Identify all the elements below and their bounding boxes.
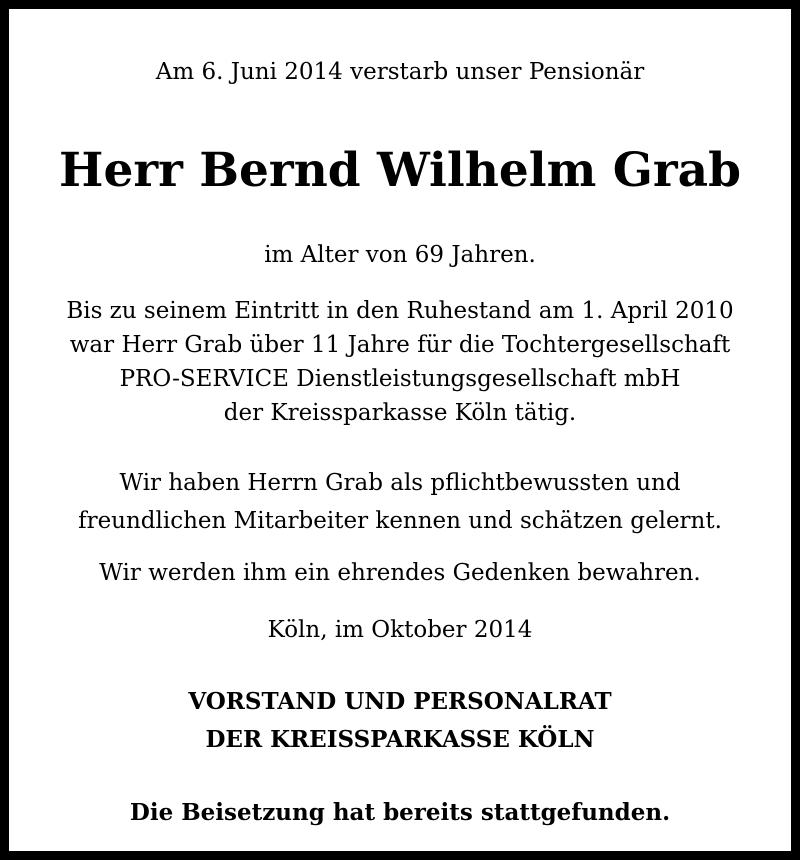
career-paragraph xyxy=(18,294,782,430)
appreciation-line: Wir haben Herrn Grab als pflichtbewussten und xyxy=(119,470,681,496)
obituary-notice xyxy=(18,18,782,842)
career-line: PRO-SERVICE Dienstleistungsgesellschaft mbH xyxy=(119,366,681,392)
career-line: der Kreissparkasse Köln tätig. xyxy=(223,400,577,426)
remembrance-text: Wir werden ihm ein ehrendes Gedenken bewahren. xyxy=(99,560,701,586)
organization-line: VORSTAND UND PERSONALRAT xyxy=(188,688,612,715)
age-text: im Alter von 69 Jahren. xyxy=(264,242,536,268)
career-line: Bis zu seinem Eintritt in den Ruhestand am 1. April 2010 xyxy=(66,298,734,324)
deceased-name: Herr Bernd Wilhelm Grab xyxy=(59,143,741,198)
place-date: Köln, im Oktober 2014 xyxy=(267,617,533,643)
organization-line: DER KREISSPARKASSE KÖLN xyxy=(205,726,595,753)
appreciation-line: freundlichen Mitarbeiter kennen und schätzen gelernt. xyxy=(78,508,722,534)
organization-signature xyxy=(18,683,782,759)
death-announcement: Am 6. Juni 2014 verstarb unser Pensionär xyxy=(155,59,645,85)
burial-note: Die Beisetzung hat bereits stattgefunden. xyxy=(129,799,671,826)
appreciation-paragraph xyxy=(18,464,782,540)
career-line: war Herr Grab über 11 Jahre für die Tochtergesellschaft xyxy=(69,332,731,358)
